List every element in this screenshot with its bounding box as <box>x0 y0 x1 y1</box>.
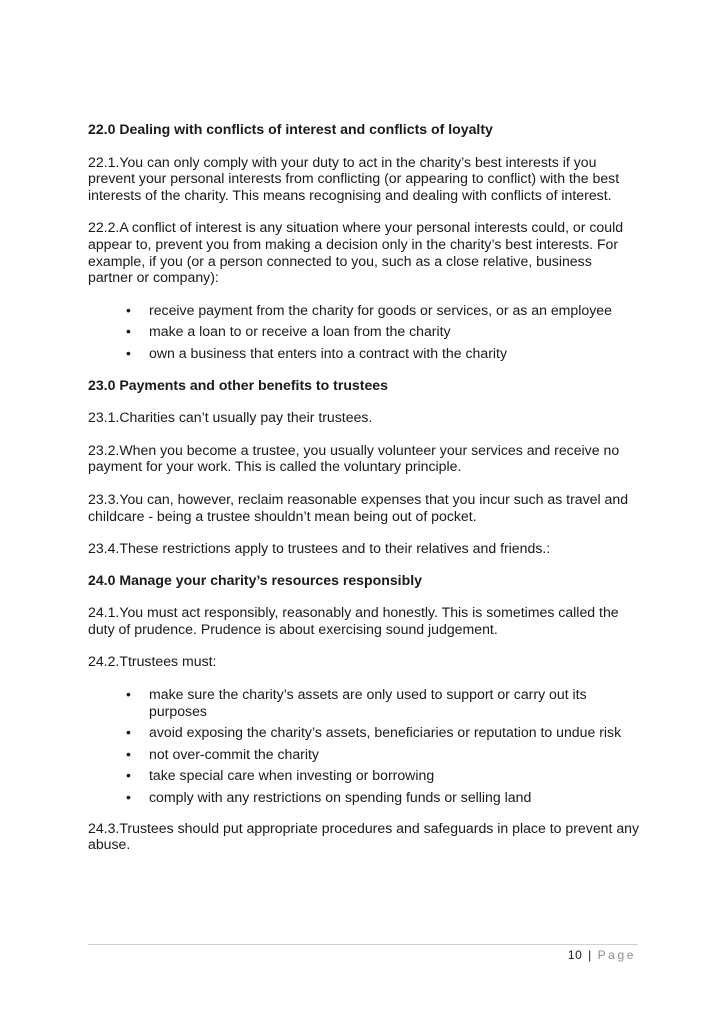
section-22-heading: 22.0 Dealing with conflicts of interest and conflicts of loyalty <box>88 121 493 137</box>
section-24-heading: 24.0 Manage your charity’s resources responsibly <box>88 571 422 588</box>
paragraph-23-4: 23.4.These restrictions apply to trustees and to their relatives and friends.: <box>88 540 551 557</box>
list-item: • make sure the charity’s assets are only used to support or carry out its purposes <box>88 686 640 719</box>
section-22-bullet-list <box>88 302 640 362</box>
page-footer <box>568 948 636 962</box>
section-23-heading: 23.0 Payments and other benefits to trustees <box>88 376 388 393</box>
page-word: Page <box>597 948 636 962</box>
list-item: • take special care when investing or borrowing <box>88 767 640 784</box>
paragraph-24-2: 24.2.Ttrustees must: <box>88 653 217 670</box>
list-item: • comply with any restrictions on spending funds or selling land <box>88 789 640 806</box>
paragraph-22-1: 22.1.You can only comply with your duty to act in the charity’s best interests if you prevent your personal interests from conflicting (or appearing to conflict) with the best interests of the charity. This means recognising and dealing with conflicts of interest. <box>88 153 620 203</box>
list-item: • receive payment from the charity for goods or services, or as an employee <box>88 302 640 319</box>
list-item: • avoid exposing the charity’s assets, beneficiaries or reputation to undue risk <box>88 724 640 741</box>
paragraph-23-1: 23.1.Charities can’t usually pay their trustees. <box>88 409 373 426</box>
list-item: • own a business that enters into a contract with the charity <box>88 345 640 362</box>
document-page <box>88 121 640 853</box>
paragraph-22-2: 22.2.A conflict of interest is any situation where your personal interests could, or could appear to, prevent you from making a decision only in the charity’s best interests. For example, if you (or a person connected to you, such as a close relative, business partner or company): <box>88 219 624 286</box>
list-item: • make a loan to or receive a loan from the charity <box>88 323 640 340</box>
paragraph-24-1: 24.1.You must act responsibly, reasonably and honestly. This is sometimes called the duty of prudence. Prudence is about exercising sound judgement. <box>88 604 619 637</box>
paragraph-24-3: 24.3.Trustees should put appropriate procedures and safeguards in place to prevent any abuse. <box>88 819 640 853</box>
page-number: 10 <box>567 948 583 962</box>
list-item: • not over-commit the charity <box>88 746 640 763</box>
footer-separator: | <box>588 948 592 962</box>
section-24-bullet-list <box>88 686 640 806</box>
paragraph-23-3: 23.3.You can, however, reclaim reasonable expenses that you incur such as travel and childcare - being a trustee shouldn’t mean being out of pocket. <box>88 490 629 524</box>
footer-divider <box>88 944 638 945</box>
paragraph-23-2: 23.2.When you become a trustee, you usually volunteer your services and receive no payment for your work. This is called the voluntary principle. <box>88 441 620 475</box>
